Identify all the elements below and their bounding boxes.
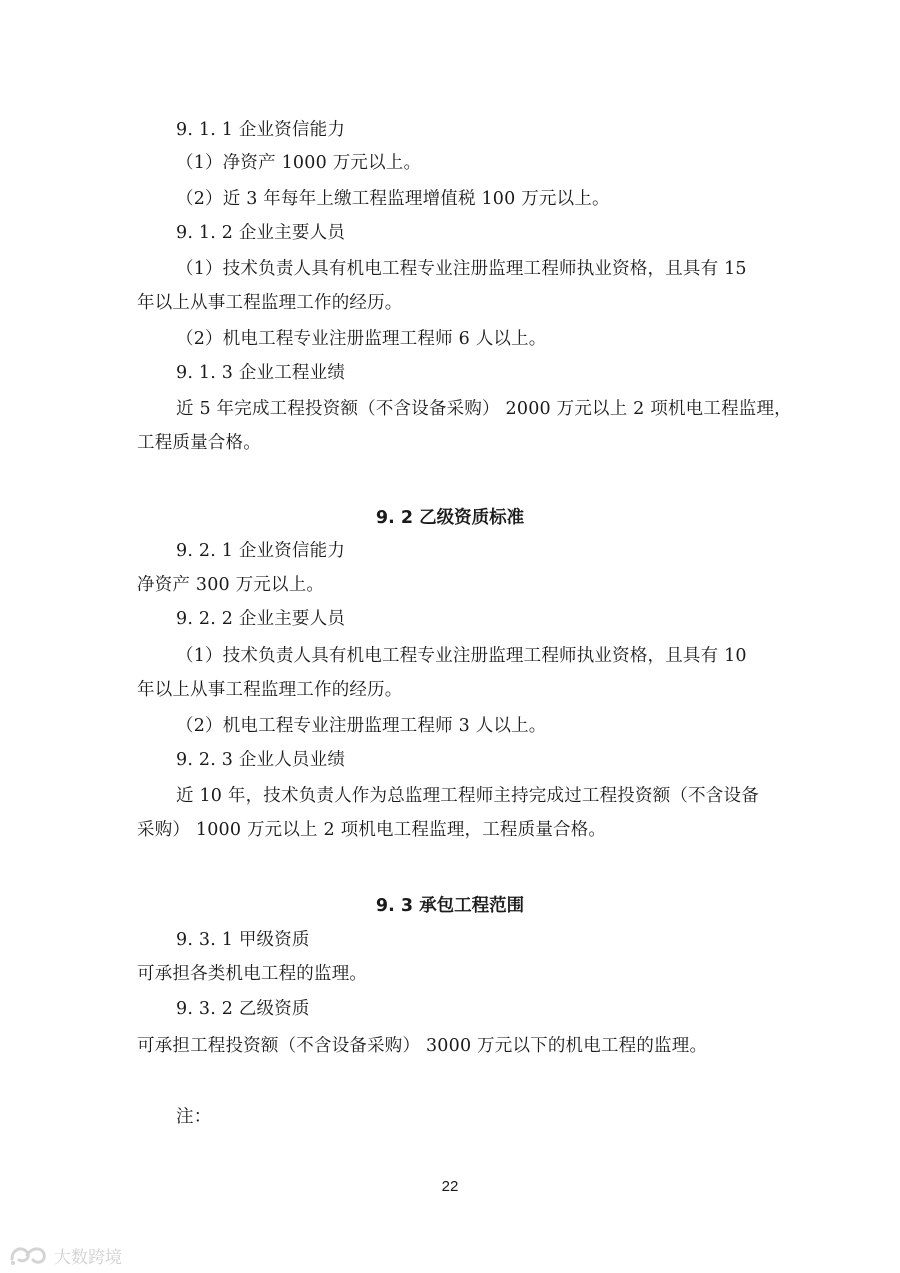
- watermark: [8, 1242, 122, 1268]
- paragraph-line: 可承担工程投资额（不含设备采购） 3000 万元以下的机电工程的监理。: [137, 1036, 708, 1056]
- paragraph-line: 可承担各类机电工程的监理。: [137, 964, 368, 984]
- paragraph-line: （2）近 3 年每年上缴工程监理增值税 100 万元以上。: [176, 189, 610, 209]
- paragraph-line: （1）净资产 1000 万元以上。: [176, 153, 422, 173]
- paragraph-line: （1）技术负责人具有机电工程专业注册监理工程师执业资格，且具有 10: [176, 646, 747, 666]
- paragraph-line: 近 5 年完成工程投资额（不含设备采购） 2000 万元以上 2 项机电工程监理，: [176, 399, 792, 419]
- page-number: 22: [441, 1178, 459, 1195]
- section-heading-9-3: 9. 3 承包工程范围: [375, 896, 525, 916]
- subsection-9-3-1: 9. 3. 1 甲级资质: [176, 930, 310, 950]
- subsection-9-1-3: 9. 1. 3 企业工程业绩: [176, 363, 346, 383]
- section-heading-9-2: 9. 2 乙级资质标准: [375, 508, 525, 528]
- brand-logo-icon: [8, 1243, 48, 1267]
- paragraph-line: （2）机电工程专业注册监理工程师 6 人以上。: [176, 329, 547, 349]
- subsection-9-2-1: 9. 2. 1 企业资信能力: [176, 541, 346, 561]
- paragraph-line: 工程质量合格。: [137, 433, 261, 453]
- paragraph-line: （1）技术负责人具有机电工程专业注册监理工程师执业资格，且具有 15: [176, 259, 747, 279]
- paragraph-line: 年以上从事工程监理工作的经历。: [137, 680, 403, 700]
- note-label: 注：: [176, 1107, 212, 1127]
- subsection-9-1-2: 9. 1. 2 企业主要人员: [176, 223, 346, 243]
- subsection-9-2-2: 9. 2. 2 企业主要人员: [176, 609, 346, 629]
- paragraph-line: 近 10 年，技术负责人作为总监理工程师主持完成过工程投资额（不含设备: [176, 786, 759, 806]
- subsection-9-3-2: 9. 3. 2 乙级资质: [176, 999, 310, 1019]
- paragraph-line: 净资产 300 万元以上。: [137, 575, 325, 595]
- subsection-9-2-3: 9. 2. 3 企业人员业绩: [176, 750, 346, 770]
- paragraph-line: 采购） 1000 万元以上 2 项机电工程监理，工程质量合格。: [137, 820, 607, 840]
- subsection-9-1-1: 9. 1. 1 企业资信能力: [176, 120, 346, 140]
- paragraph-line: （2）机电工程专业注册监理工程师 3 人以上。: [176, 716, 547, 736]
- watermark-text: 大数跨境: [54, 1247, 122, 1268]
- paragraph-line: 年以上从事工程监理工作的经历。: [137, 293, 403, 313]
